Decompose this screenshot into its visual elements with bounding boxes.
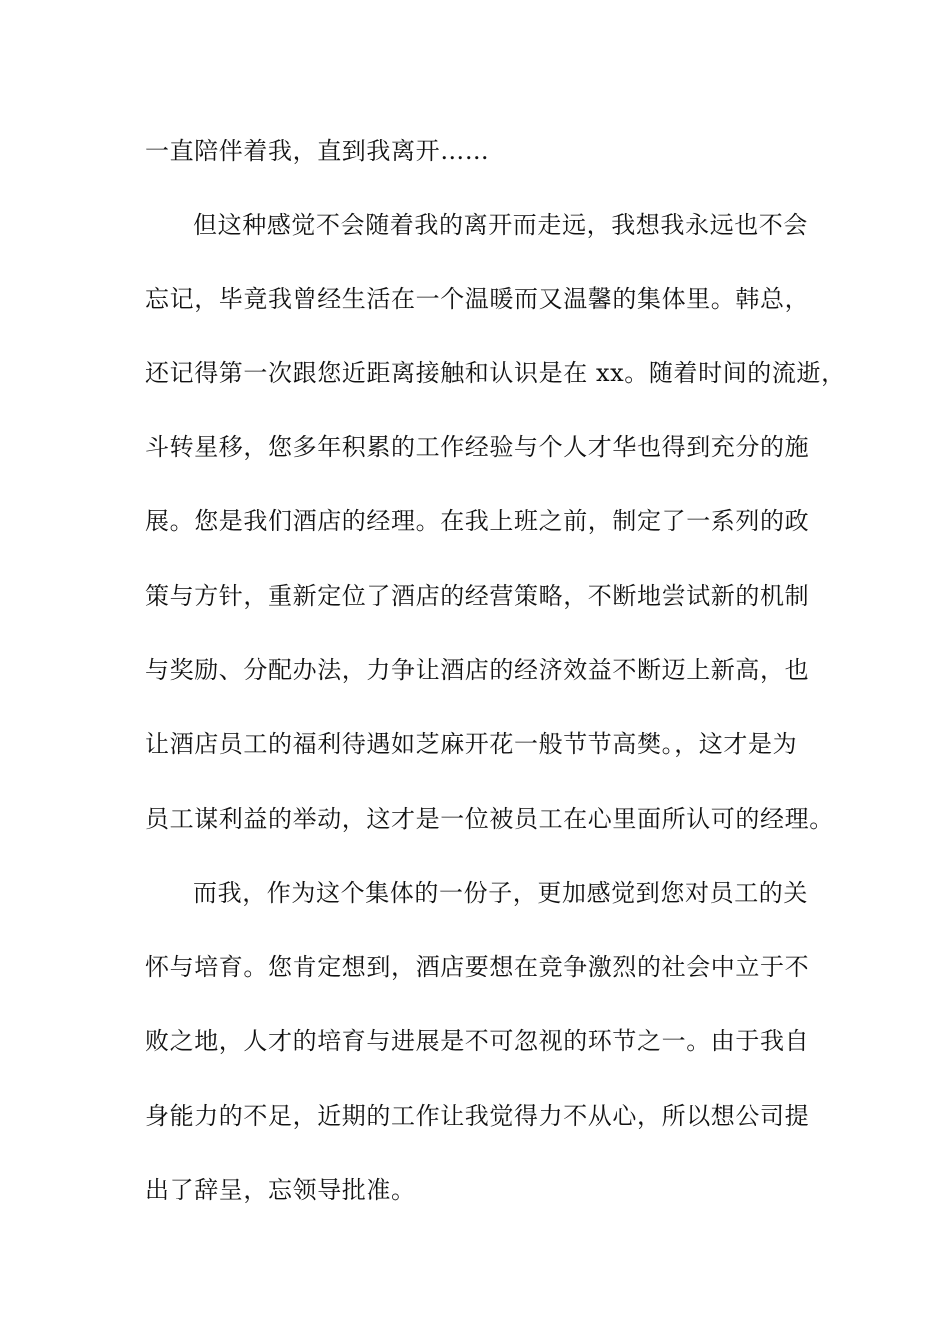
text-line: 一直陪伴着我，直到我离开……: [145, 137, 490, 165]
text-line: 还记得第一次跟您近距离接触和认识是在 xx。随着时间的流逝，: [145, 359, 846, 387]
text-line: 策与方针，重新定位了酒店的经营策略，不断地尝试新的机制: [145, 582, 810, 610]
text-line: 让酒店员工的福利待遇如芝麻开花一般节节高樊。，这才是为: [145, 730, 798, 758]
paragraph-start-line: 而我，作为这个集体的一份子，更加感觉到您对员工的关: [193, 879, 808, 907]
text-line: 斗转星移，您多年积累的工作经验与个人才华也得到充分的施: [145, 433, 810, 461]
text-line: 身能力的不足，近期的工作让我觉得力不从心，所以想公司提: [145, 1102, 810, 1130]
text-line: 出了辞呈，忘领导批准。: [145, 1176, 416, 1204]
paragraph-start-line: 但这种感觉不会随着我的离开而走远，我想我永远也不会: [193, 211, 808, 239]
text-line: 忘记，毕竟我曾经生活在一个温暖而又温馨的集体里。韩总，: [145, 285, 810, 313]
text-line: 展。您是我们酒店的经理。在我上班之前，制定了一系列的政: [145, 507, 810, 535]
text-line: 与奖励、分配办法，力争让酒店的经济效益不断迈上新高，也: [145, 656, 810, 684]
text-line: 败之地，人才的培育与进展是不可忽视的环节之一。由于我自: [145, 1027, 810, 1055]
text-line: 怀与培育。您肯定想到，酒店要想在竞争激烈的社会中立于不: [145, 953, 810, 981]
text-line: 员工谋利益的举动，这才是一位被员工在心里面所认可的经理。: [145, 805, 834, 833]
